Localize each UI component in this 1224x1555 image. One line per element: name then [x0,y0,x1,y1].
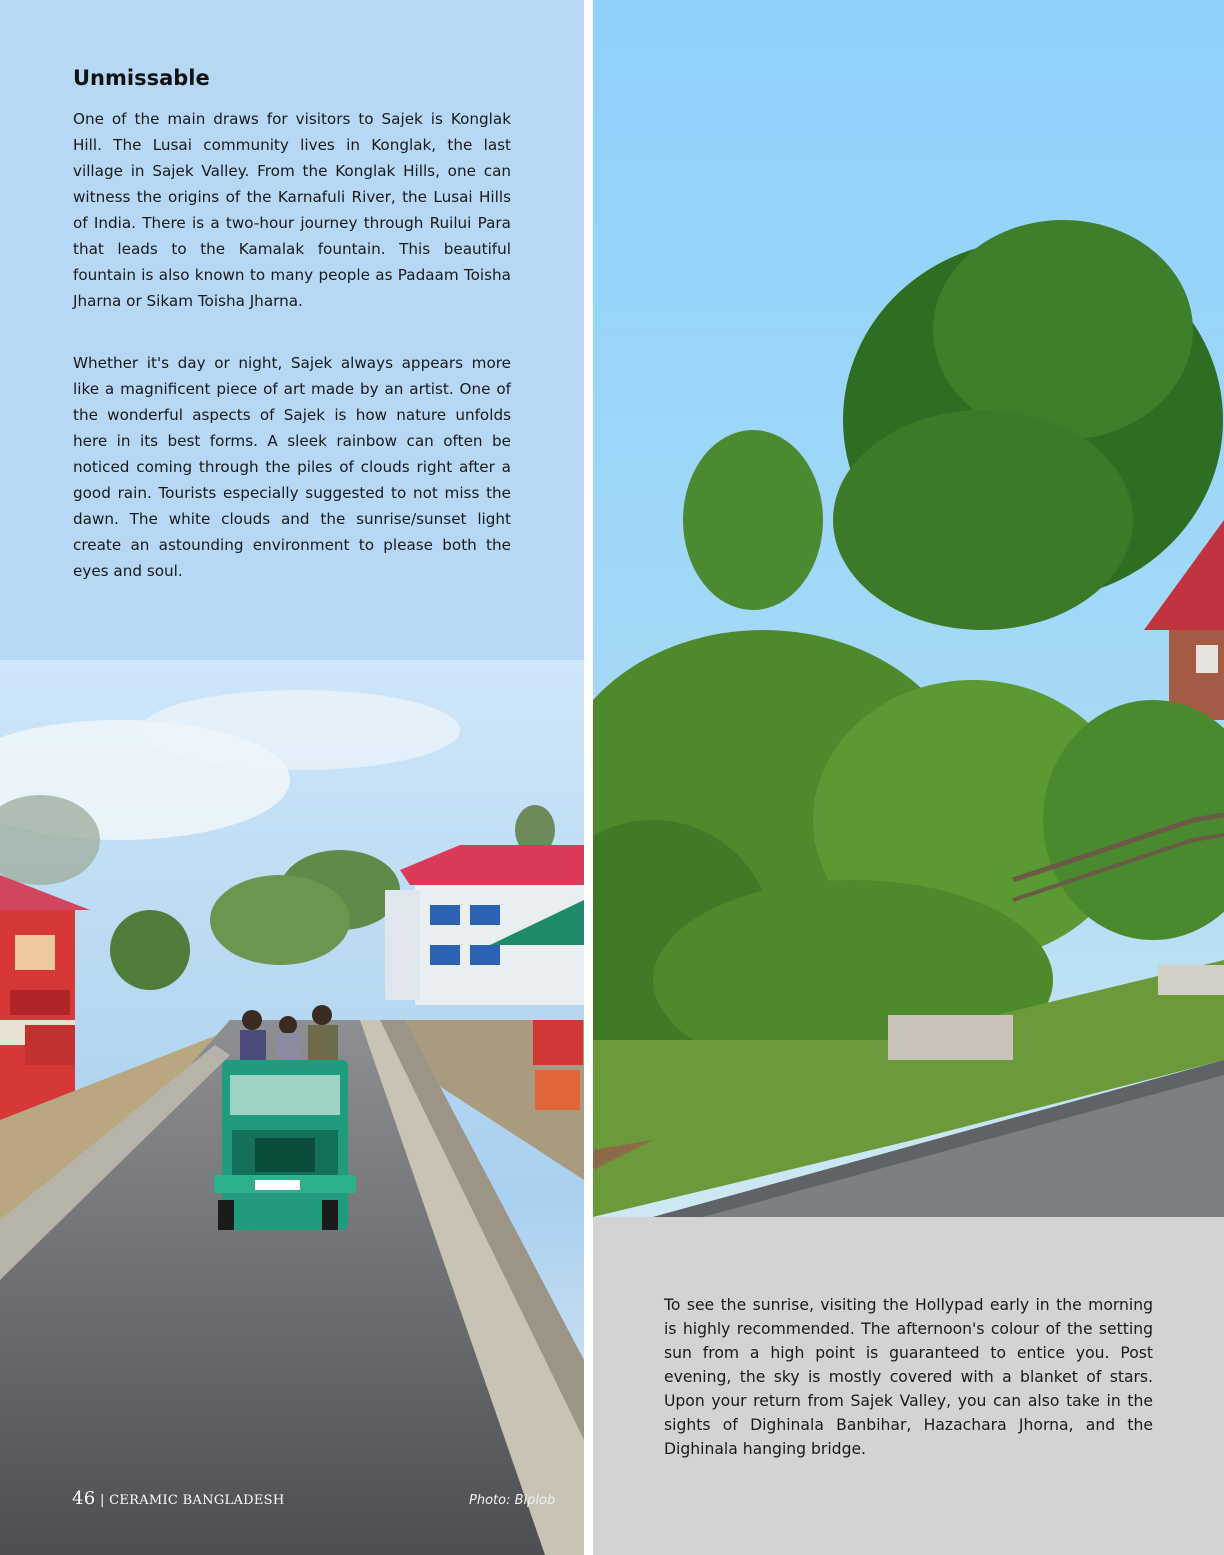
trees-road-photo [593,0,1224,1217]
footer-separator: | [99,1493,105,1508]
page-number: 46 [72,1488,96,1509]
article-paragraph-3: To see the sunrise, visiting the Hollypad early in the morning is highly recommended. The afternoon's colour of the setting sun from a high point is guaranteed to entice you. Post evening, the sky is mostly covered with a blanket of stars. Upon your return from Sajek Valley, you can also take in the sights of Dighinala Banbihar, Hazachara Jhorna, and the Dighinala hanging bridge. [664,1296,1153,1458]
article-paragraph-2: Whether it's day or night, Sajek always appears more like a magnificent piece of art made by an artist. One of the wonderful aspects of Sajek is how nature unfolds here in its best forms. A sleek rainbow can often be noticed coming through the piles of clouds right after a good rain. Tourists especially suggested to not miss the dawn. The white clouds and the sunrise/sunset light create an astounding environment to please both the eyes and soul. [73,354,511,580]
article-paragraph-1: One of the main draws for visitors to Sajek is Konglak Hill. The Lusai community lives in Konglak, the last village in Sajek Valley. From the Konglak Hills, one can witness the origins of the Karnafuli River, the Lusai Hills of India. There is a two-hour journey through Ruilui Para that leads to the Kamalak fountain. This beautiful fountain is also known to many people as Padaam Toisha Jharna or Sikam Toisha Jharna. [73,110,511,310]
section-heading: Unmissable [73,66,210,90]
page-footer [72,1488,285,1509]
gutter [584,0,593,1555]
caption-text-panel [593,1217,1224,1555]
publication-name: CERAMIC BANGLADESH [109,1493,285,1508]
photo-credit: Photo: Biplob [469,1493,556,1508]
road-jeep-photo [0,660,584,1555]
